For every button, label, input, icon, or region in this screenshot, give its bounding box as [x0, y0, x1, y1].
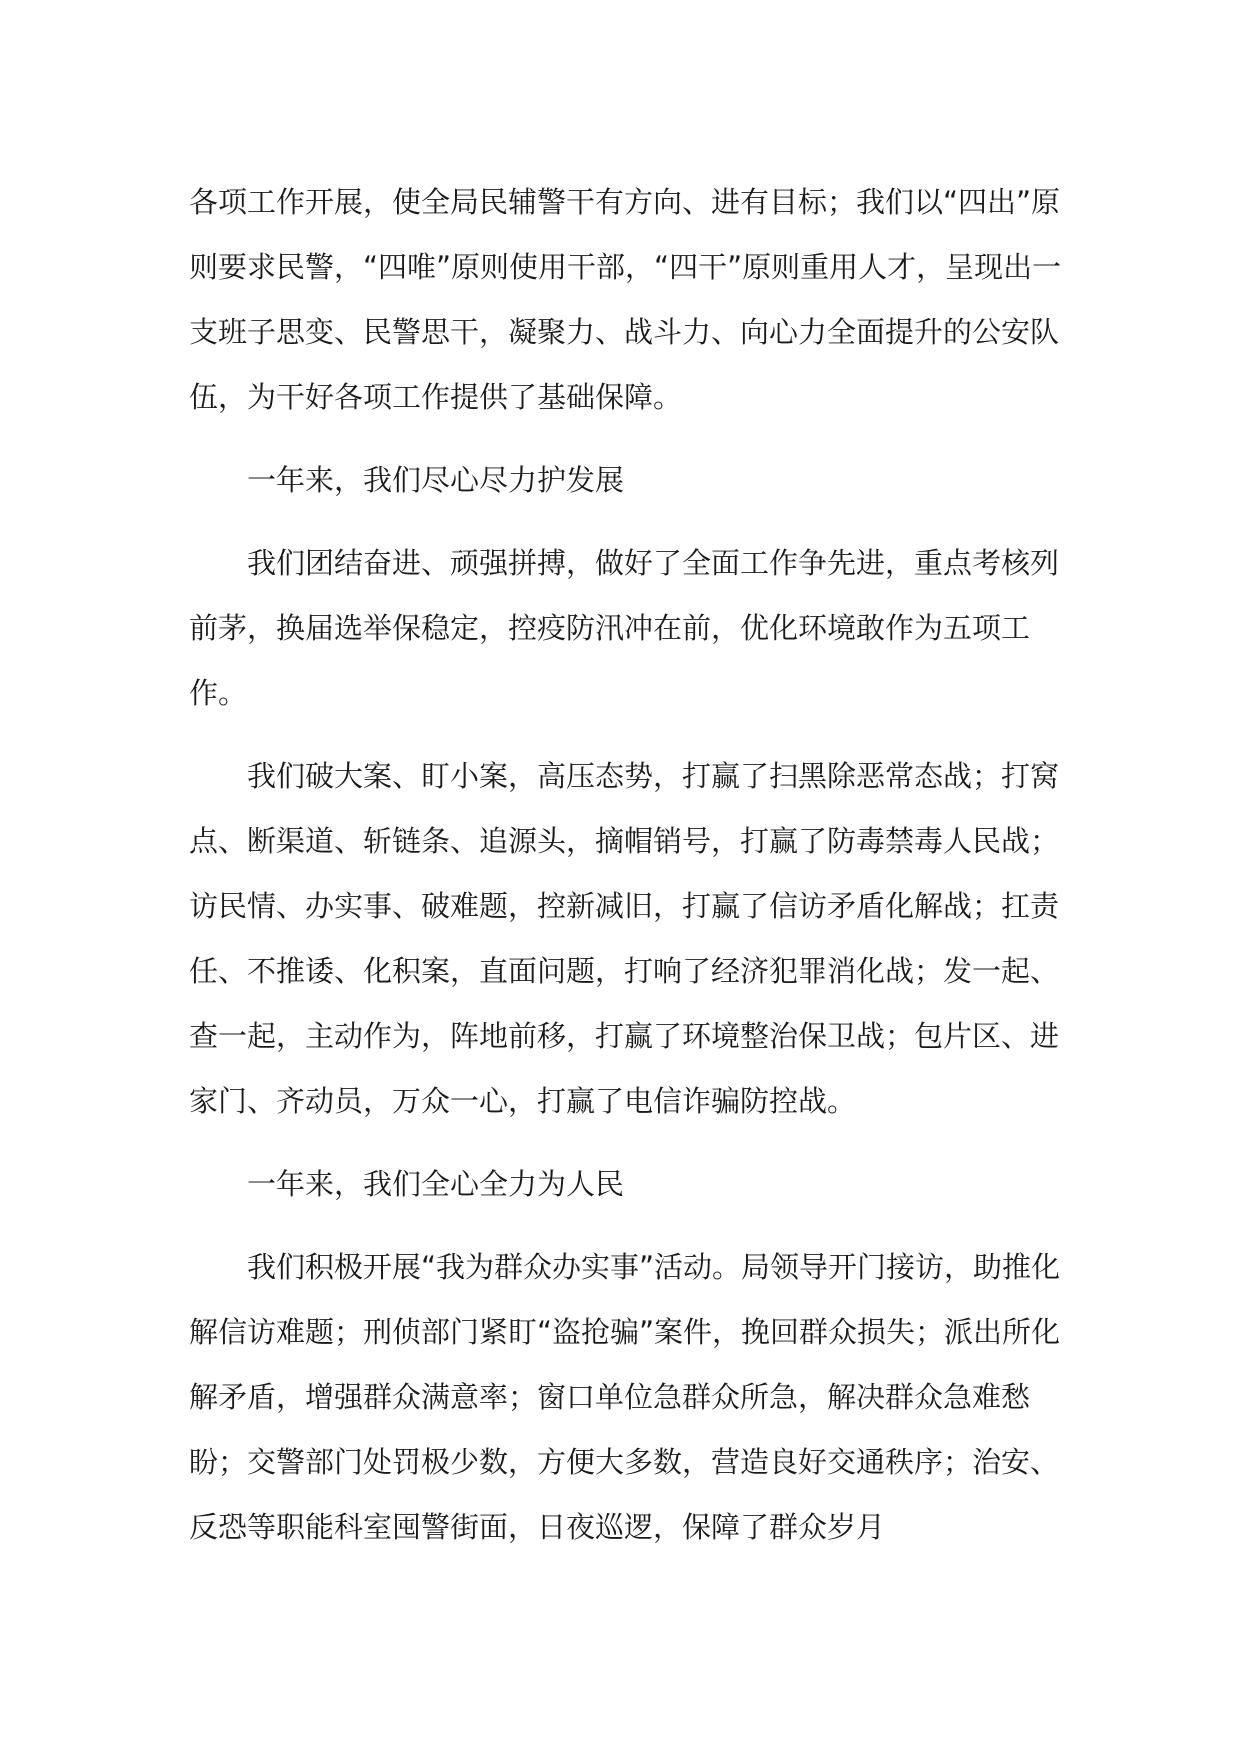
- document-body: [189, 170, 1064, 1578]
- paragraph-unity: 我们团结奋进、顽强拼搏，做好了全面工作争先进，重点考核列前茅，换届选举保稳定，控疫防汛冲在前，优化环境敢作为五项工作。: [189, 546, 1060, 710]
- section-heading-people: 一年来，我们全心全力为人民: [247, 1167, 625, 1201]
- paragraph-intro: 各项工作开展，使全局民辅警干有方向、进有目标；我们以“四出”原则要求民警，“四唯”原则使用干部，“四干”原则重用人才，呈现出一支班子思变、民警思干，凝聚力、战斗力、向心力全面提升的公安队伍，为干好各项工作提供了基础保障。: [189, 185, 1062, 414]
- paragraph-cases: 我们破大案、盯小案，高压态势，打赢了扫黑除恶常态战；打窝点、断渠道、斩链条、追源头，摘帽销号，打赢了防毒禁毒人民战；访民情、办实事、破难题，控新减旧，打赢了信访矛盾化解战；扛责任、不推诿、化积案，直面问题，打响了经济犯罪消化战；发一起、查一起，主动作为，阵地前移，打赢了环境整治保卫战；包片区、进家门、齐动员，万众一心，打赢了电信诈骗防控战。: [189, 759, 1060, 1118]
- section-heading-development: 一年来，我们尽心尽力护发展: [247, 463, 625, 497]
- paragraph-service: 我们积极开展“我为群众办实事”活动。局领导开门接访，助推化解信访难题；刑侦部门紧盯“盗抢骗”案件，挽回群众损失；派出所化解矛盾，增强群众满意率；窗口单位急群众所急，解决群众急难愁盼；交警部门处罚极少数，方便大多数，营造良好交通秩序；治安、反恐等职能科室囤警街面，日夜巡逻，保障了群众岁月: [189, 1250, 1061, 1544]
